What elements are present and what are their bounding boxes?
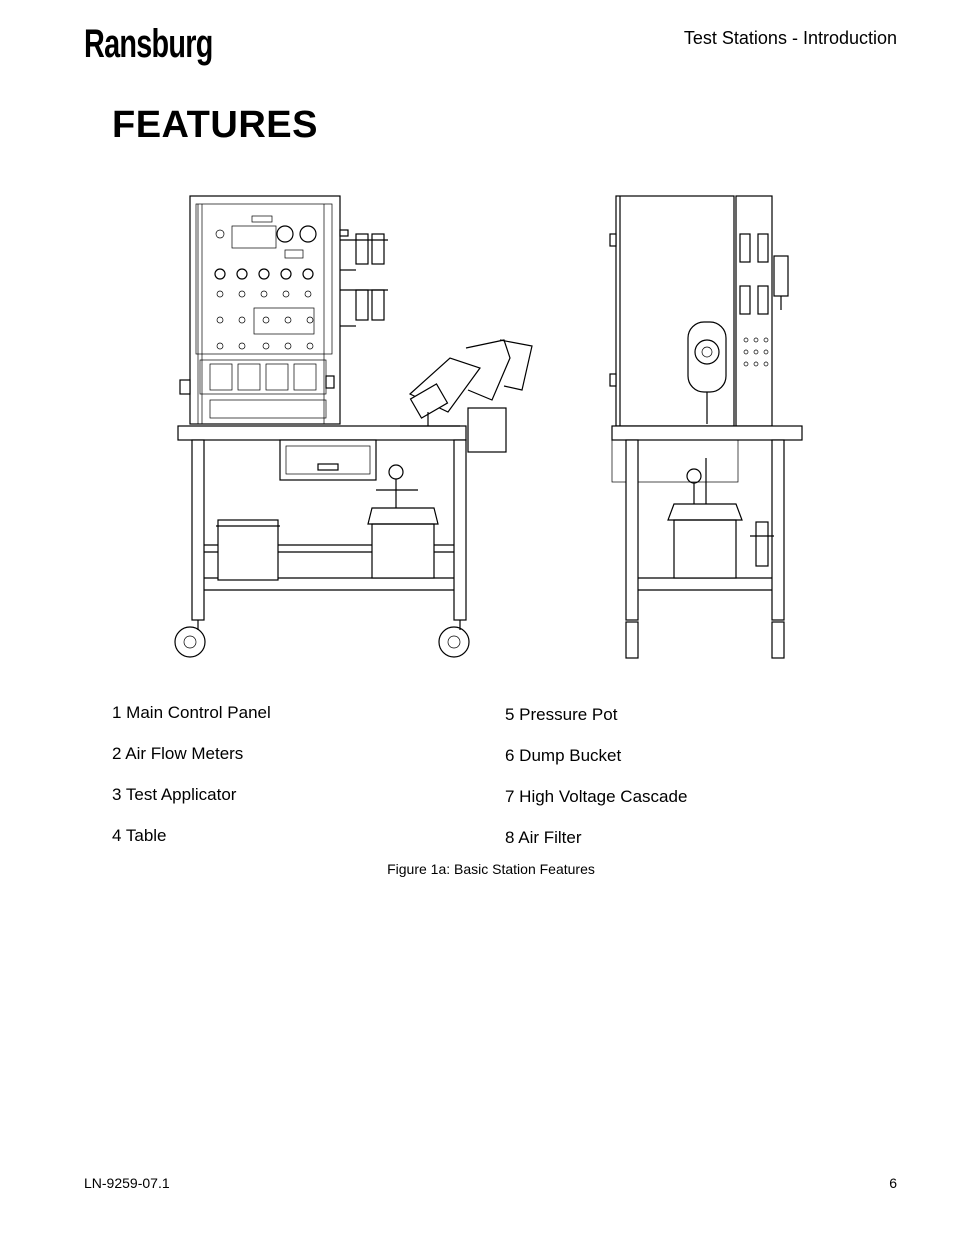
page-number: 6 <box>889 1175 897 1191</box>
document-number: LN-9259-07.1 <box>84 1175 170 1191</box>
ransburg-logo: Ransburg <box>84 22 213 66</box>
page-heading: FEATURES <box>112 104 318 146</box>
legend-item: 8 Air Filter <box>505 828 582 847</box>
legend-right-column <box>505 705 687 869</box>
legend-left-column <box>112 703 271 867</box>
side-view <box>610 196 802 658</box>
front-view <box>175 196 532 657</box>
section-title: Test Stations - Introduction <box>683 28 897 48</box>
legend-item: 1 Main Control Panel <box>112 703 271 722</box>
legend-item: 4 Table <box>112 826 167 845</box>
legend-item: 2 Air Flow Meters <box>112 744 244 763</box>
station-drawing <box>170 190 820 670</box>
legend-item: 7 High Voltage Cascade <box>505 787 688 806</box>
figure-caption: Figure 1a: Basic Station Features <box>387 861 595 877</box>
legend-item: 6 Dump Bucket <box>505 746 622 765</box>
legend-item: 3 Test Applicator <box>112 785 237 804</box>
legend-item: 5 Pressure Pot <box>505 705 618 724</box>
